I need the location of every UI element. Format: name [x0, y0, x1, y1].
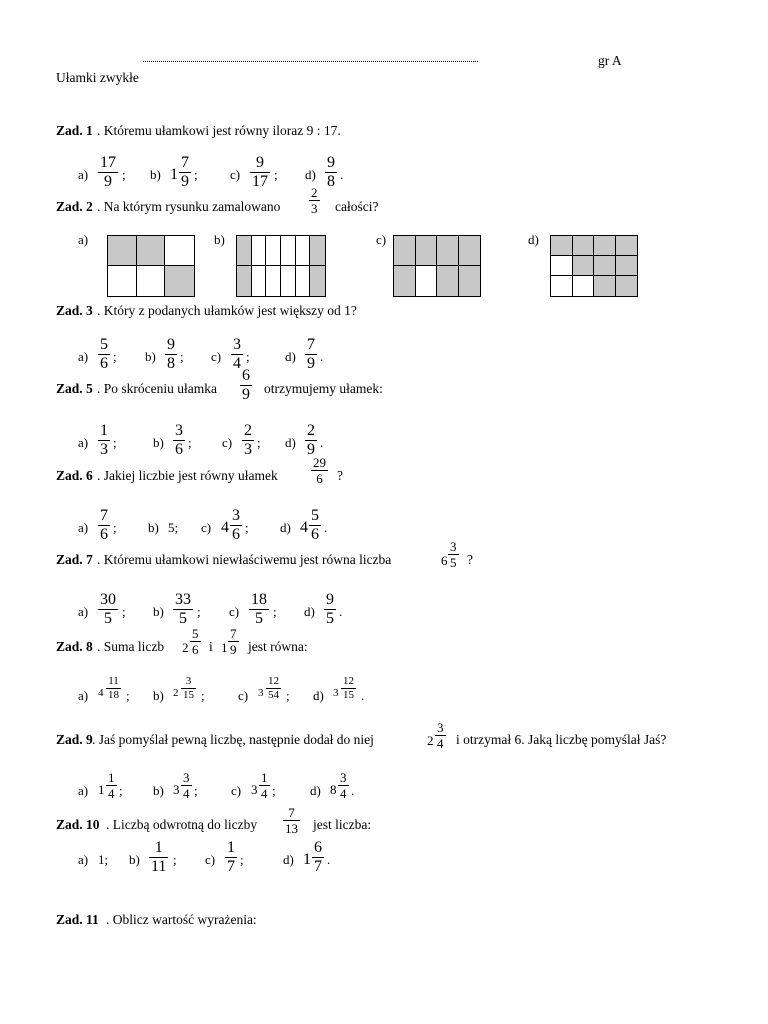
numerator: 2	[307, 422, 315, 439]
option-key: b)	[153, 783, 164, 798]
empty-cell	[551, 276, 573, 296]
task-text: ?	[467, 552, 473, 567]
option-key: d)	[283, 852, 294, 867]
separator: ;	[119, 783, 123, 798]
numerator: 12	[343, 675, 354, 687]
denominator: 5	[179, 610, 187, 627]
shaded-cell	[437, 236, 459, 266]
numerator: 1	[100, 422, 108, 439]
option-key: b)	[153, 435, 164, 450]
task-number: Zad. 11	[56, 912, 99, 927]
shaded-cell	[394, 266, 416, 296]
option-fraction	[165, 337, 177, 372]
task-number: Zad. 6	[56, 468, 93, 483]
option-fraction	[305, 337, 317, 372]
option-fraction	[181, 676, 196, 701]
separator: .	[361, 688, 365, 703]
option-fraction	[324, 592, 336, 627]
option-fraction	[149, 840, 168, 875]
separator: ;	[201, 688, 205, 703]
shaded-cell	[594, 256, 616, 276]
shaded-cell	[459, 236, 481, 266]
option-key: d)	[285, 435, 296, 450]
whole-part: 1	[98, 782, 105, 797]
option-fraction	[98, 337, 110, 372]
option-key: a)	[78, 167, 89, 182]
separator: ;	[188, 435, 192, 450]
separator: ;	[122, 604, 126, 619]
numerator: 3	[183, 770, 190, 785]
task-text: . Po skróceniu ułamka	[97, 381, 217, 396]
empty-cell	[252, 266, 267, 296]
denominator: 3	[244, 441, 252, 458]
option-key: c)	[238, 688, 249, 703]
numerator: 9	[167, 336, 175, 353]
numerator: 5	[311, 507, 319, 524]
numerator: 3	[450, 539, 457, 554]
shaded-rectangle-figure[interactable]	[236, 235, 326, 297]
shaded-cell	[594, 276, 616, 296]
denominator: 9	[181, 173, 189, 190]
option-key: d)	[280, 520, 291, 535]
numerator: 7	[230, 626, 237, 641]
numerator: 1	[154, 839, 163, 856]
whole-part: 1	[303, 851, 311, 868]
denominator: 5	[326, 610, 334, 627]
task-number: Zad. 1	[56, 123, 93, 138]
whole-part: 8	[330, 782, 337, 797]
option-fraction	[266, 676, 281, 701]
task-text: otrzymujemy ułamek:	[264, 381, 383, 396]
option-fraction	[98, 423, 110, 458]
whole-part: 2	[182, 640, 189, 655]
empty-cell	[296, 236, 311, 266]
numerator: 9	[256, 154, 264, 171]
group-label: gr A	[598, 53, 622, 68]
whole-part: 1	[221, 640, 228, 655]
option-key: a)	[78, 604, 89, 619]
option-fraction	[341, 676, 356, 701]
task-text: . Na którym rysunku zamalowano	[97, 199, 281, 214]
separator: ;	[126, 688, 130, 703]
empty-cell	[137, 266, 166, 296]
option-key: d)	[305, 167, 316, 182]
denominator: 18	[108, 689, 119, 701]
denominator: 4	[108, 786, 115, 801]
shaded-cell	[237, 236, 252, 266]
task-number: Zad. 8	[56, 639, 93, 654]
numerator: 3	[437, 720, 444, 735]
task-number: Zad. 7	[56, 552, 93, 567]
shaded-cell	[616, 236, 638, 256]
shaded-rectangle-figure[interactable]	[107, 235, 195, 297]
separator: .	[340, 167, 344, 182]
shaded-cell	[237, 266, 252, 296]
whole-part: 3	[251, 782, 258, 797]
option-fraction	[305, 423, 317, 458]
numerator: 2	[244, 422, 252, 439]
denominator: 9	[242, 386, 250, 403]
task-text: . Któremu ułamkowi jest równy iloraz 9 : 17.	[97, 123, 341, 138]
separator: ;	[272, 783, 276, 798]
numerator: 9	[326, 591, 334, 608]
numerator: 17	[100, 154, 116, 171]
option-fraction	[259, 771, 270, 800]
denominator: 6	[100, 355, 108, 372]
empty-cell	[281, 266, 296, 296]
separator: ;	[122, 167, 126, 182]
shaded-cell	[165, 266, 194, 296]
numerator: 9	[327, 154, 335, 171]
option-fraction	[309, 508, 321, 543]
name-line	[143, 55, 478, 62]
numerator: 2	[311, 185, 318, 200]
option-key: b)	[153, 604, 164, 619]
task-text: całości?	[335, 199, 379, 214]
separator: .	[320, 435, 324, 450]
whole-part: 4	[221, 519, 229, 536]
numerator: 29	[313, 455, 326, 470]
shaded-rectangle-figure[interactable]	[550, 235, 638, 297]
denominator: 6	[175, 441, 183, 458]
whole-part: 1	[170, 166, 178, 183]
separator: ;	[180, 349, 184, 364]
task-number: Zad. 10	[56, 817, 100, 832]
separator: .	[351, 783, 355, 798]
denominator: 6	[316, 471, 323, 486]
task-text: . Jakiej liczbie jest równy ułamek	[97, 468, 278, 483]
denominator: 9	[230, 642, 237, 657]
separator: .	[339, 604, 343, 619]
option-fraction	[98, 592, 118, 627]
whole-part: 6	[441, 553, 448, 568]
task-text: . Któremu ułamkowi niewłaściwemu jest równa liczba	[97, 552, 392, 567]
option-key: a)	[78, 688, 89, 703]
denominator: 3	[311, 201, 318, 216]
numerator: 6	[242, 367, 250, 384]
numerator: 30	[100, 591, 116, 608]
task-text: . Który z podanych ułamków jest większy od 1?	[97, 303, 357, 318]
task-text: jest liczba:	[313, 817, 372, 832]
separator: .	[327, 852, 331, 867]
denominator: 6	[232, 526, 240, 543]
task-text: jest równa:	[248, 639, 308, 654]
empty-cell	[266, 236, 281, 266]
option-key: a)	[78, 349, 89, 364]
empty-cell	[296, 266, 311, 296]
task-text: . Liczbą odwrotną do liczby	[106, 817, 258, 832]
option-fraction	[325, 155, 337, 190]
numerator: 5	[100, 336, 108, 353]
option-fraction	[179, 155, 191, 190]
option-text: 1;	[98, 852, 109, 867]
option-key: b)	[150, 167, 161, 182]
denominator: 15	[343, 689, 354, 701]
option-key: b)	[129, 852, 140, 867]
shaded-cell	[573, 256, 595, 276]
option-fraction	[98, 508, 110, 543]
denominator: 4	[233, 355, 241, 372]
task-number: Zad. 2	[56, 199, 93, 214]
numerator: 3	[185, 675, 192, 687]
empty-cell	[573, 276, 595, 296]
option-key: d)	[313, 688, 324, 703]
inline-fraction	[283, 806, 300, 835]
separator: ;	[113, 520, 117, 535]
option-fraction	[173, 592, 193, 627]
denominator: 4	[340, 786, 347, 801]
whole-part: 2	[173, 687, 179, 699]
numerator: 7	[307, 336, 315, 353]
denominator: 15	[183, 689, 194, 701]
task-text: i otrzymał 6. Jaką liczbę pomyślał Jaś?	[456, 732, 667, 747]
empty-cell	[416, 266, 438, 296]
shaded-cell	[310, 236, 325, 266]
inline-fraction	[448, 540, 459, 569]
shaded-cell	[616, 276, 638, 296]
empty-cell	[281, 236, 296, 266]
denominator: 8	[327, 173, 335, 190]
inline-fraction	[240, 368, 252, 403]
denominator: 17	[252, 173, 268, 190]
shaded-cell	[137, 236, 166, 266]
option-key: b)	[214, 232, 225, 247]
inline-fraction	[309, 186, 320, 215]
denominator: 5	[450, 555, 457, 570]
separator: ;	[273, 604, 277, 619]
separator: ;	[246, 349, 250, 364]
denominator: 3	[100, 441, 108, 458]
denominator: 11	[151, 858, 167, 875]
denominator: 4	[437, 736, 444, 751]
option-fraction	[230, 508, 242, 543]
option-fraction	[225, 840, 237, 875]
option-text: 5;	[168, 520, 179, 535]
separator: ;	[173, 852, 177, 867]
denominator: 6	[100, 526, 108, 543]
denominator: 7	[227, 858, 235, 875]
task-text: . Jaś pomyślał pewną liczbę, następnie dodał do niej	[92, 732, 374, 747]
denominator: 6	[192, 642, 199, 657]
option-key: c)	[222, 435, 233, 450]
numerator: 11	[108, 675, 119, 687]
whole-part: 3	[258, 687, 264, 699]
option-key: c)	[376, 232, 387, 247]
separator: ;	[286, 688, 290, 703]
empty-cell	[108, 266, 137, 296]
denominator: 54	[268, 689, 279, 701]
shaded-cell	[416, 236, 438, 266]
empty-cell	[252, 236, 267, 266]
option-key: c)	[229, 604, 240, 619]
denominator: 4	[183, 786, 190, 801]
separator: ;	[240, 852, 244, 867]
separator: .	[324, 520, 328, 535]
shaded-cell	[573, 236, 595, 256]
denominator: 7	[314, 858, 322, 875]
shaded-rectangle-figure[interactable]	[393, 235, 481, 297]
numerator: 1	[261, 770, 268, 785]
inline-fraction	[311, 456, 328, 485]
option-key: c)	[201, 520, 212, 535]
denominator: 5	[104, 610, 112, 627]
task-text: . Oblicz wartość wyrażenia:	[106, 912, 257, 927]
option-key: a)	[78, 783, 89, 798]
shaded-cell	[616, 256, 638, 276]
shaded-cell	[108, 236, 137, 266]
option-fraction	[106, 676, 121, 701]
shaded-cell	[459, 266, 481, 296]
task-text: i	[209, 639, 213, 654]
separator: ;	[245, 520, 249, 535]
task-number: Zad. 3	[56, 303, 93, 318]
separator: ;	[194, 783, 198, 798]
numerator: 6	[314, 839, 322, 856]
option-key: d)	[310, 783, 321, 798]
inline-fraction	[435, 721, 446, 750]
option-fraction	[106, 771, 117, 800]
empty-cell	[266, 266, 281, 296]
option-fraction	[173, 423, 185, 458]
option-fraction	[249, 592, 269, 627]
option-key: b)	[145, 349, 156, 364]
denominator: 4	[261, 786, 268, 801]
denominator: 6	[311, 526, 319, 543]
denominator: 8	[167, 355, 175, 372]
numerator: 7	[181, 154, 189, 171]
inline-fraction	[228, 627, 239, 656]
option-fraction	[338, 771, 349, 800]
separator: ;	[197, 604, 201, 619]
shaded-cell	[437, 266, 459, 296]
whole-part: 3	[333, 687, 339, 699]
numerator: 3	[232, 507, 240, 524]
whole-part: 4	[300, 519, 308, 536]
option-key: a)	[78, 232, 89, 247]
numerator: 3	[175, 422, 183, 439]
task-text: . Suma liczb	[97, 639, 165, 654]
separator: ;	[113, 349, 117, 364]
option-key: d)	[528, 232, 539, 247]
denominator: 5	[255, 610, 263, 627]
empty-cell	[165, 236, 194, 266]
option-key: a)	[78, 852, 89, 867]
shaded-cell	[551, 236, 573, 256]
numerator: 12	[268, 675, 279, 687]
whole-part: 3	[173, 782, 180, 797]
option-fraction	[312, 840, 324, 875]
option-key: c)	[211, 349, 222, 364]
option-key: c)	[205, 852, 216, 867]
separator: .	[320, 349, 324, 364]
denominator: 13	[285, 821, 298, 836]
denominator: 9	[307, 441, 315, 458]
shaded-cell	[310, 266, 325, 296]
option-key: a)	[78, 520, 89, 535]
numerator: 18	[251, 591, 267, 608]
empty-cell	[551, 256, 573, 276]
task-number: Zad. 9	[56, 732, 93, 747]
shaded-cell	[594, 236, 616, 256]
numerator: 3	[340, 770, 347, 785]
separator: ;	[274, 167, 278, 182]
option-key: b)	[148, 520, 159, 535]
numerator: 5	[192, 626, 199, 641]
denominator: 9	[104, 173, 112, 190]
option-fraction	[181, 771, 192, 800]
shaded-cell	[394, 236, 416, 266]
option-fraction	[250, 155, 270, 190]
denominator: 9	[307, 355, 315, 372]
task-text: ?	[337, 468, 343, 483]
option-fraction	[242, 423, 254, 458]
option-key: a)	[78, 435, 89, 450]
whole-part: 2	[427, 733, 434, 748]
separator: ;	[194, 167, 198, 182]
option-fraction	[98, 155, 118, 190]
option-key: c)	[231, 783, 242, 798]
option-key: b)	[153, 688, 164, 703]
numerator: 3	[233, 336, 241, 353]
numerator: 7	[288, 805, 295, 820]
worksheet-topic: Ułamki zwykłe	[56, 70, 139, 85]
whole-part: 4	[98, 687, 104, 699]
task-number: Zad. 5	[56, 381, 93, 396]
numerator: 1	[108, 770, 115, 785]
option-key: d)	[285, 349, 296, 364]
numerator: 7	[100, 507, 108, 524]
separator: ;	[257, 435, 261, 450]
separator: ;	[113, 435, 117, 450]
option-key: d)	[304, 604, 315, 619]
numerator: 33	[175, 591, 191, 608]
numerator: 1	[227, 839, 235, 856]
option-key: c)	[230, 167, 241, 182]
inline-fraction	[190, 627, 201, 656]
